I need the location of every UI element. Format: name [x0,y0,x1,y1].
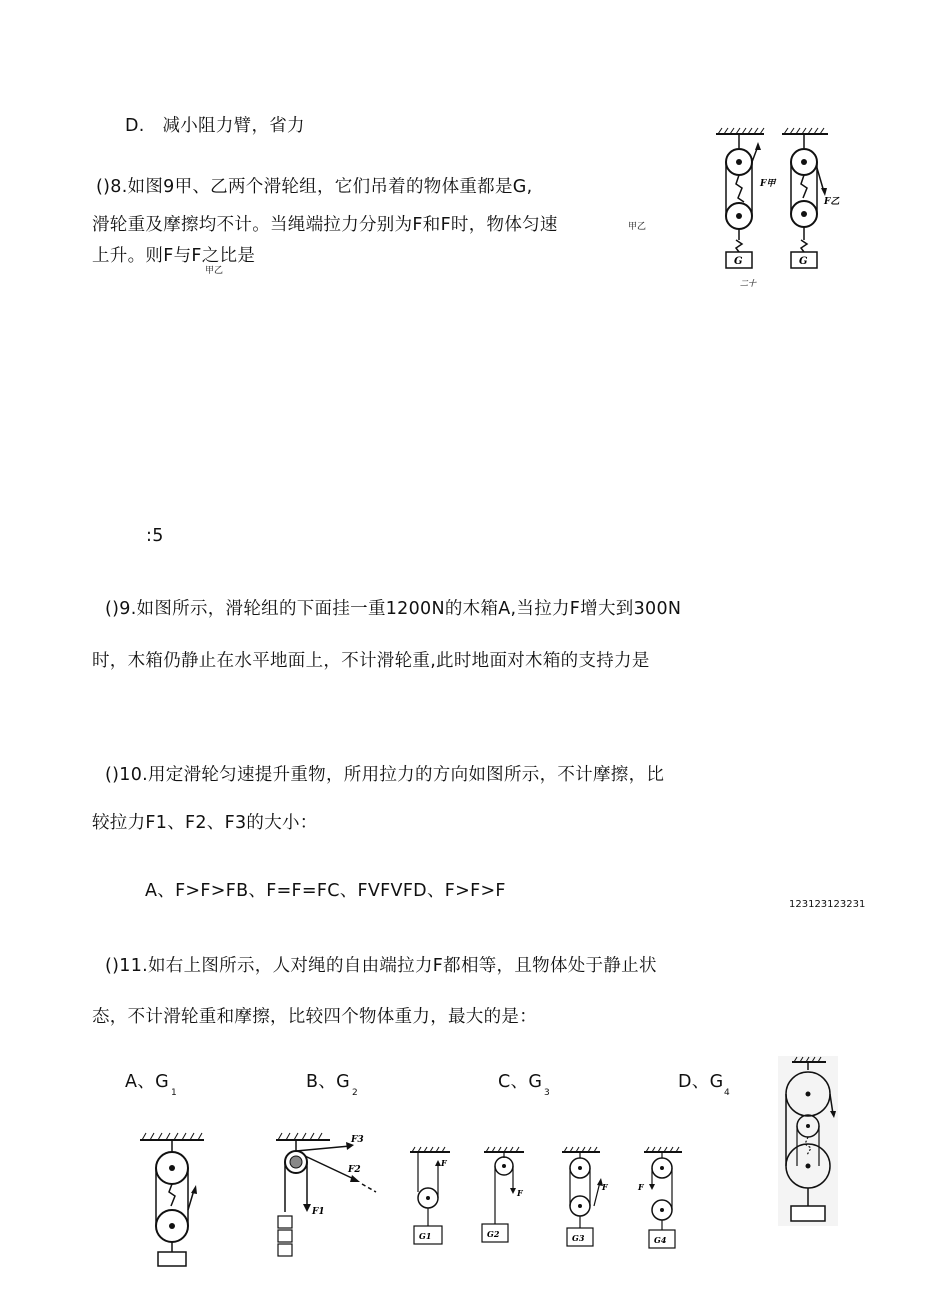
g4-label: G4 [654,1235,667,1245]
q8-line3-end: 之比是 [201,246,256,266]
q11-option-d-sub: 4 [724,1088,730,1098]
q8-g-label-left: G [734,256,743,267]
f2-label: F2 [348,1165,361,1175]
system1-f-label: F [441,1158,447,1168]
system2-f-label: F [517,1188,523,1198]
q8-pulley-figure [712,128,840,288]
q8-line2-subscript: 甲乙 [628,222,647,232]
q8-g-label-right: G [799,256,808,267]
g3-label: G3 [572,1233,585,1243]
q8-figure-caption: 二十 [740,278,756,288]
q8-line3 [92,242,255,267]
q11-left-pulley-figure [136,1130,216,1270]
q11-option-b-sub: 2 [352,1088,358,1098]
q11-line2: 态，不计滑轮重和摩擦，比较四个物体重力，最大的是： [92,1007,537,1027]
q9-pulley-figure [778,1056,838,1226]
q11-option-c-sub: 3 [544,1088,550,1098]
q8-line3-subscript: 甲乙 [205,266,224,276]
q9-line1: ()9.如图所示，滑轮组的下面挂一重1200N的木箱A,当拉力F增大到300N [105,599,682,619]
q8-line3-f: F [191,246,202,266]
q8-f-jia-label: F甲 [760,179,776,189]
f1-label: F1 [312,1207,325,1217]
system3-f-label: F [602,1182,608,1192]
system4-f-label: F [638,1182,644,1192]
g1-label: G1 [419,1231,432,1241]
q11-option-a-sub: 1 [171,1088,177,1098]
fixed-pulley-figure [272,1130,382,1265]
q11-option-a: A、G [125,1072,169,1092]
q10-line1: ()10.用定滑轮匀速提升重物，所用拉力的方向如图所示，不计摩擦，比 [105,765,665,785]
q8-line2: 滑轮重及摩擦均不计。当绳端拉力分别为F和F时，物体匀速 [92,215,558,235]
q10-line2: 较拉力F1、F2、F3的大小： [92,813,318,833]
q9-line2: 时，木箱仍静止在水平地面上，不计滑轮重,此时地面对木箱的支持力是 [92,651,650,671]
q11-line1: ()11.如右上图所示，人对绳的自由端拉力F都相等，且物体处于静止状 [105,956,657,976]
four-pulley-figure [404,1146,704,1256]
q11-option-d: D、G [678,1072,724,1092]
q8-answer-fragment: :5 [146,526,164,546]
q8-line1: ()8.如图9甲、乙两个滑轮组，它们吊着的物体重都是G, [96,177,533,197]
q11-option-c: C、G [498,1072,543,1092]
q8-line3-start: 上升。则F与 [92,246,192,266]
q10-index-digits: 123123123231 [789,899,866,910]
q10-options: A、F>F>FB、F=F=FC、FVFVFD、F>F>F [145,881,506,901]
g2-label: G2 [487,1229,500,1239]
q8-f-yi-label: F乙 [824,197,840,207]
q7-option-d: D. 减小阻力臂，省力 [125,116,305,136]
f3-label: F3 [351,1135,364,1145]
q11-option-b: B、G [306,1072,350,1092]
